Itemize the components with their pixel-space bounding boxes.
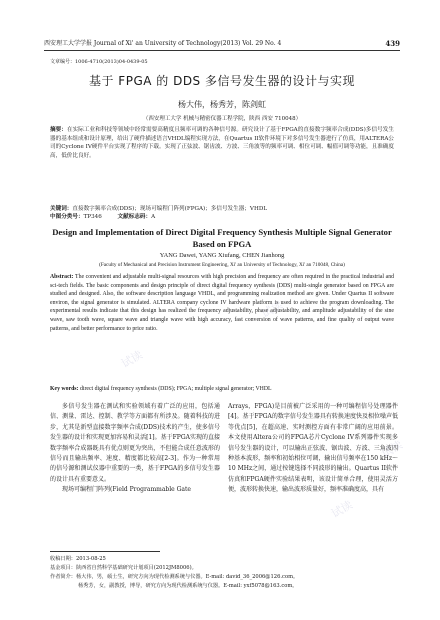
footnote-received: 收稿日期：2013-08-25 [50, 556, 106, 562]
affiliation-chinese: （西安理工大学 机械与精密仪器工程学院，陕西 西安 710048） [142, 116, 302, 122]
body-paragraph: Arrays，FPGA)是目前被广泛采用的一种可编程信号处理器件[4]。基于FPGA的数字信号发生器具有转换速度快及相位噪声低等优点[5]，在超高速、实时测控方面有非常广阔的应用前景。本文使用Altera公司的FPGA芯片Cyclone IV系列器件实现多信号发生器的设计，可以输出正弦波、锯齿波、方波、三角波四种基本波形，频率和初始相位可调，输出信号频率在150 kHz～10 MHz之间，通过按键选择不同波形的输出。Quartus II软件仿真和FPGA硬件实验结果表明，该设计简单合理，使用灵活方便，波形转换快速，输出波形质量好，频率准确度高，具有 [228, 403, 398, 494]
running-header [44, 38, 400, 51]
watermark: 试读 [119, 348, 145, 371]
footnote-author-1: 作者简介：杨大伟，男，硕士生，研究方向为现代检测系统与仪器。E-mail: david_36_2006@126.com。 [50, 574, 299, 580]
affiliation-english: (Faculty of Mechanical and Precision Instrument Engineering, Xi' an University of Technology, Xi' an 710048, China) [99, 262, 345, 268]
page-number: 439 [385, 39, 400, 48]
body-column-left [50, 402, 220, 496]
article-number: 文章编号：1006-4710(2013)04-0439-05 [50, 59, 148, 65]
watermark: 试读 [379, 438, 405, 461]
authors-english: YANG Dawei, YANG Xiufang, CHEN Jianhong [159, 252, 285, 259]
authors-chinese: 杨大伟，杨秀芳，陈剑虹 [178, 100, 266, 109]
watermark: 试读 [329, 498, 355, 521]
title-chinese: 基于 FPGA 的 DDS 多信号发生器的设计与实现 [88, 74, 355, 88]
abstract-chinese-text: 在实际工业和科技等领域中经常需要高精度且频率可调的各种信号源。研究设计了基于FPGA的直接数字频率合成(DDS)多信号发生器的基本组成和设计原理，给出了硬件描述语言VHDL编程实现方法，在Quartus II软件环境下对多信号发生器进行了仿真，用ALTERA公司的Cyclone IV硬件平台实现了程序的下载。实现了正弦波、锯齿波、方波、三角波等的频率可调、相位可调、幅值可调等功能，且准确度高，低价比良好。 [50, 127, 394, 159]
title-english: Design and Implementation of Direct Digital Frequency Synthesis Multiple Signal Generator Based on FPGA [52, 227, 392, 249]
classification-line [50, 213, 394, 221]
document-code: 文献标志码：A [117, 214, 156, 220]
keywords-english [50, 385, 394, 393]
journal-name: 西安理工大学学报 Journal of Xi' an University of Technology(2013) Vol. 29 No. 4 [44, 40, 282, 47]
footnote-divider [50, 551, 160, 552]
abstract-english [50, 273, 394, 333]
watermark: 试读 [259, 298, 285, 321]
body-paragraph: 现场可编程门阵列(Field Programmable Gate [62, 486, 191, 494]
footnotes [50, 555, 394, 591]
keywords-chinese-text: 直接数字频率合成(DDS)；现场可编程门阵列(FPGA)；多信号发生器；VHDL [72, 206, 268, 212]
keywords-english-label: Key words: [50, 386, 79, 392]
keywords-chinese-label: 关键词： [50, 206, 73, 212]
footnote-author-2: 杨秀芳，女，副教授，博导，研究方向为现代检测系统与仪器。E-mail: yxf5078@163.com。 [78, 583, 298, 589]
abstract-english-label: Abstract: [50, 274, 74, 280]
body-paragraph: 多信号发生器在测试和实验领域有着广泛的应用，包括通信、测量、雷达、控制、教学等方面都有所涉及。随着科技的进步，尤其是新型直接数字频率合成(DDS)技术的产生，使多信号发生器的设计和实现更加容易和灵活[1]。基于FPGA实现的直接数字频率合成器既具有优点则更为突出，不但能合成任意波形的信号而且输出频率、速度、精度都比较高[2-3]。作为一种常用的信号源和测试仪器中重要的一类，基于FPGA的多信号发生器的设计具有重要意义。 [50, 403, 220, 483]
abstract-chinese-label: 摘要： [50, 127, 67, 133]
abstract-english-text: The convenient and adjustable multi-signal resources with high precision and frequency are often required in the practical industrial and sci-tech fields. The basic components and design principle of direct digital frequency synthesis (DDS) multi-single generator based on FPGA are studied and designed. Also, the software description language VHDL, and programming realization method are given. Under Quartus II software environ, the signal generator is simulated. ALTERA company cyclone IV hardware platform is used to achieve the program downloading. The experimental results indicate that this design has realized the frequency adjustability, phase adjustability, and amplitude adjustability of the sine wave, saw tooth wave, square wave and triangle wave with high accuracy, fast conversion of wave patterns, and fine quality of output wave patterns, and better performance to price ratio. [50, 274, 394, 332]
body-column-right [228, 402, 398, 496]
keywords-english-text: direct digital frequency synthesis (DDS); FPGA; multiple signal generator; VHDL [79, 386, 272, 392]
abstract-chinese [50, 126, 394, 160]
clc-number: 中图分类号：TP346 [50, 214, 102, 220]
footnote-funding: 基金项目：陕西省自然科学基础研究计划项目(2012JM8006)。 [50, 565, 197, 571]
keywords-chinese [50, 205, 394, 213]
